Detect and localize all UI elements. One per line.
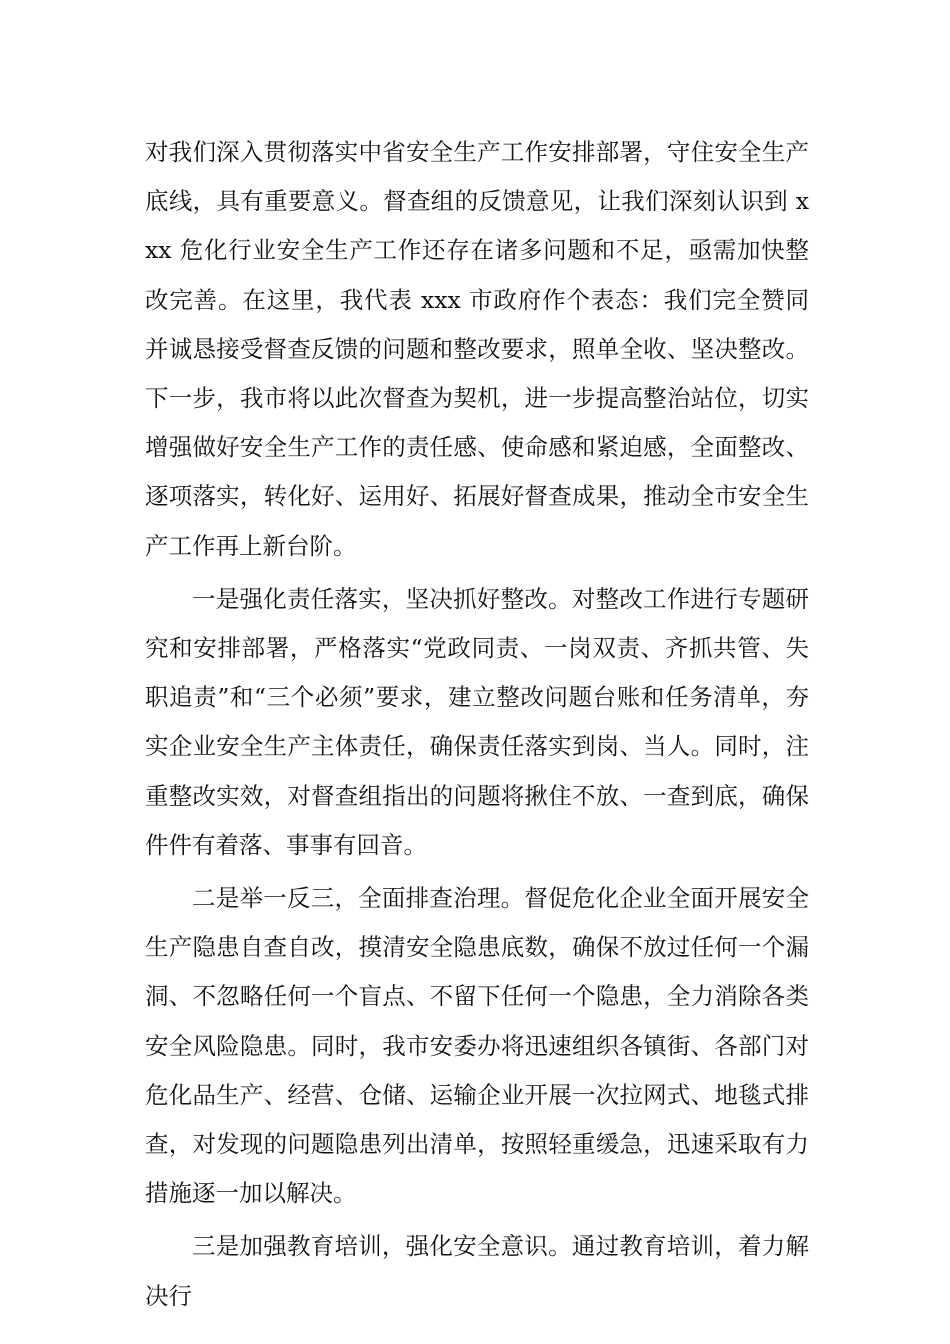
paragraph-continuation: 对我们深入贯彻落实中省安全生产工作安排部署，守住安全生产底线，具有重要意义。督查组的反馈意见，让我们深刻认识到 xxx 危化行业安全生产工作还存在诸多问题和不足，亟需加快整改完善。在这里，我代表 xxx 市政府作个表态：我们完全赞同并诚恳接受督查反馈的问题和整改要求，照单全收、坚决整改。下一步，我市将以此次督查为契机，进一步提高整治站位，切实增强做好安全生产工作的责任感、使命感和紧迫感，全面整改、逐项落实，转化好、运用好、拓展好督查成果，推动全市安全生产工作再上新台阶。: [145, 138, 809, 560]
paragraph-training: 三是加强教育培训，强化安全意识。通过教育培训，着力解决行: [145, 1232, 809, 1310]
paragraph-inspection: 二是举一反三，全面排查治理。督促危化企业全面开展安全生产隐患自查自改，摸清安全隐患底数，确保不放过任何一个漏洞、不忽略任何一个盲点、不留下任何一个隐患，全力消除各类安全风险隐患。同时，我市安委办将迅速组织各镇街、各部门对危化品生产、经营、仓储、运输企业开展一次拉网式、地毯式排查，对发现的问题隐患列出清单，按照轻重缓急，迅速采取有力措施逐一加以解决。: [145, 884, 809, 1208]
document-page: [145, 128, 809, 1321]
paragraph-responsibility: 一是强化责任落实，坚决抓好整改。对整改工作进行专题研究和安排部署，严格落实“党政同责、一岗双责、齐抓共管、失职追责”和“三个必须”要求，建立整改问题台账和任务清单，夯实企业安全生产主体责任，确保责任落实到岗、当人。同时，注重整改实效，对督查组指出的问题将揪住不放、一查到底，确保件件有着落、事事有回音。: [145, 584, 809, 859]
